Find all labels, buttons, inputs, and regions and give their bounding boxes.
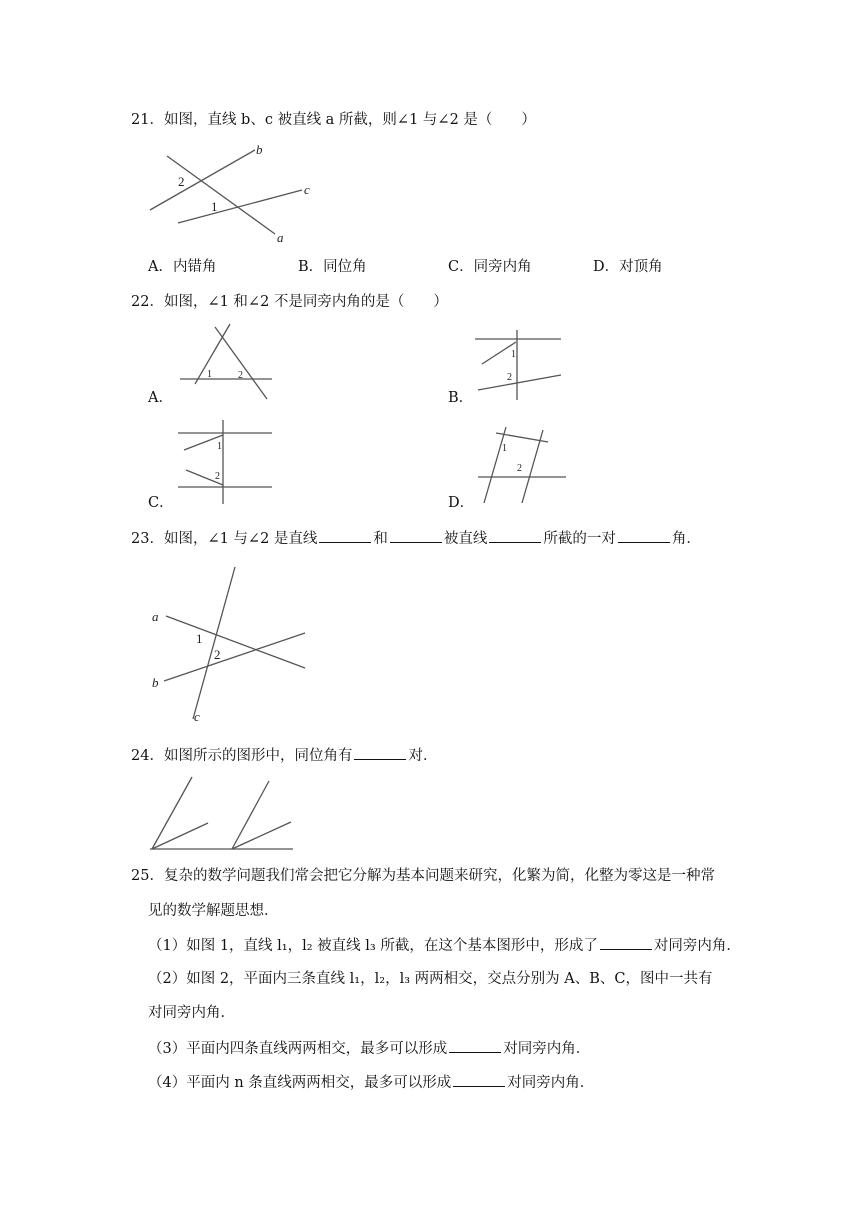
q22-figure-c xyxy=(178,420,278,505)
q23-blank-3[interactable] xyxy=(489,528,541,543)
angle-1-label: 1 xyxy=(196,631,203,646)
q25-line-1: 25．复杂的数学问题我们常会把它分解为基本问题来研究，化繁为简，化整为零这是一种常 xyxy=(131,868,715,884)
q25-p4-blank[interactable] xyxy=(453,1072,505,1087)
q23-text-2: 和 xyxy=(373,531,388,547)
q24-text-2: 对． xyxy=(408,748,438,764)
line-b xyxy=(150,150,255,210)
q22-stem: 22．如图，∠1 和∠2 不是同旁内角的是（ ） xyxy=(131,294,448,310)
q25-p4-text: （4）平面内 n 条直线两两相交，最多可以形成 xyxy=(148,1075,452,1091)
q22-option-c-label: C． xyxy=(148,495,174,511)
q23-blank-1[interactable] xyxy=(319,528,371,543)
q24-blank[interactable] xyxy=(354,745,406,760)
q23-text-1: 23．如图，∠1 与∠2 是直线 xyxy=(131,531,318,547)
q23-blank-4[interactable] xyxy=(618,528,670,543)
label-b: b xyxy=(152,675,159,690)
q23-text-4: 所截的一对 xyxy=(543,531,616,547)
q21-figure xyxy=(140,138,320,248)
q23-figure xyxy=(148,563,313,728)
q21-option-c: C．同旁内角 xyxy=(448,259,532,275)
q25-p1-tail: 对同旁内角． xyxy=(653,938,741,954)
q24-text-1: 24．如图所示的图形中，同位角有 xyxy=(131,748,353,764)
angle-1-label: 1 xyxy=(207,369,212,380)
line-a xyxy=(167,156,275,234)
angle-1-label: 1 xyxy=(217,441,222,452)
q24-stem xyxy=(131,745,437,766)
q25-p1-blank[interactable] xyxy=(600,935,652,950)
q22-option-b-label: B． xyxy=(448,390,474,406)
q21-stem: 21．如图，直线 b、c 被直线 a 所截，则∠1 与∠2 是（ ） xyxy=(131,112,536,128)
angle-1-label: 1 xyxy=(211,199,218,214)
q22-figure-b xyxy=(475,330,565,402)
q25-part-2-line-1: （2）如图 2，平面内三条直线 l₁，l₂，l₃ 两两相交，交点分别为 A、B、C，图中一共有 xyxy=(148,971,713,987)
angle-2-label: 2 xyxy=(215,471,220,482)
angle-2-label: 2 xyxy=(214,647,221,662)
q21-option-b: B．同位角 xyxy=(298,259,367,275)
angle-2-label: 2 xyxy=(238,370,243,381)
angle-1-label: 1 xyxy=(502,443,507,454)
q24-figure xyxy=(148,775,298,855)
line-c xyxy=(178,190,302,223)
q25-part-1 xyxy=(148,935,741,956)
angle-1-label: 1 xyxy=(511,349,516,360)
q25-line-2: 见的数学解题思想． xyxy=(148,903,279,919)
q25-p3-tail: 对同旁内角． xyxy=(503,1041,591,1057)
q25-p3-text: （3）平面内四条直线两两相交，最多可以形成 xyxy=(148,1041,448,1057)
label-b: b xyxy=(256,142,263,157)
q22-figure-a xyxy=(175,322,275,402)
q23-blank-2[interactable] xyxy=(390,528,442,543)
label-a: a xyxy=(152,609,159,624)
q22-option-d-label: D． xyxy=(448,495,475,511)
q25-p3-blank[interactable] xyxy=(449,1038,501,1053)
q25-p4-tail: 对同旁内角． xyxy=(507,1075,595,1091)
q21-option-a: A．内错角 xyxy=(148,259,217,275)
label-c: c xyxy=(194,709,200,724)
q25-part-3 xyxy=(148,1038,590,1059)
angle-2-label: 2 xyxy=(178,174,185,189)
q23-text-5: 角． xyxy=(671,531,701,547)
q21-option-d: D．对顶角 xyxy=(593,259,663,275)
label-c: c xyxy=(304,182,310,197)
angle-2-label: 2 xyxy=(517,463,522,474)
q22-option-a-label: A． xyxy=(148,390,173,406)
q23-text-3: 被直线 xyxy=(443,531,488,547)
q25-part-2-line-2: 对同旁内角． xyxy=(148,1005,235,1021)
label-a: a xyxy=(277,230,284,245)
q22-figure-d xyxy=(478,425,573,505)
q23-stem xyxy=(131,528,701,549)
q25-part-4 xyxy=(148,1072,594,1093)
q25-p1-text: （1）如图 1，直线 l₁，l₂ 被直线 l₃ 所截，在这个基本图形中，形成了 xyxy=(148,938,598,954)
angle-2-label: 2 xyxy=(507,372,512,383)
